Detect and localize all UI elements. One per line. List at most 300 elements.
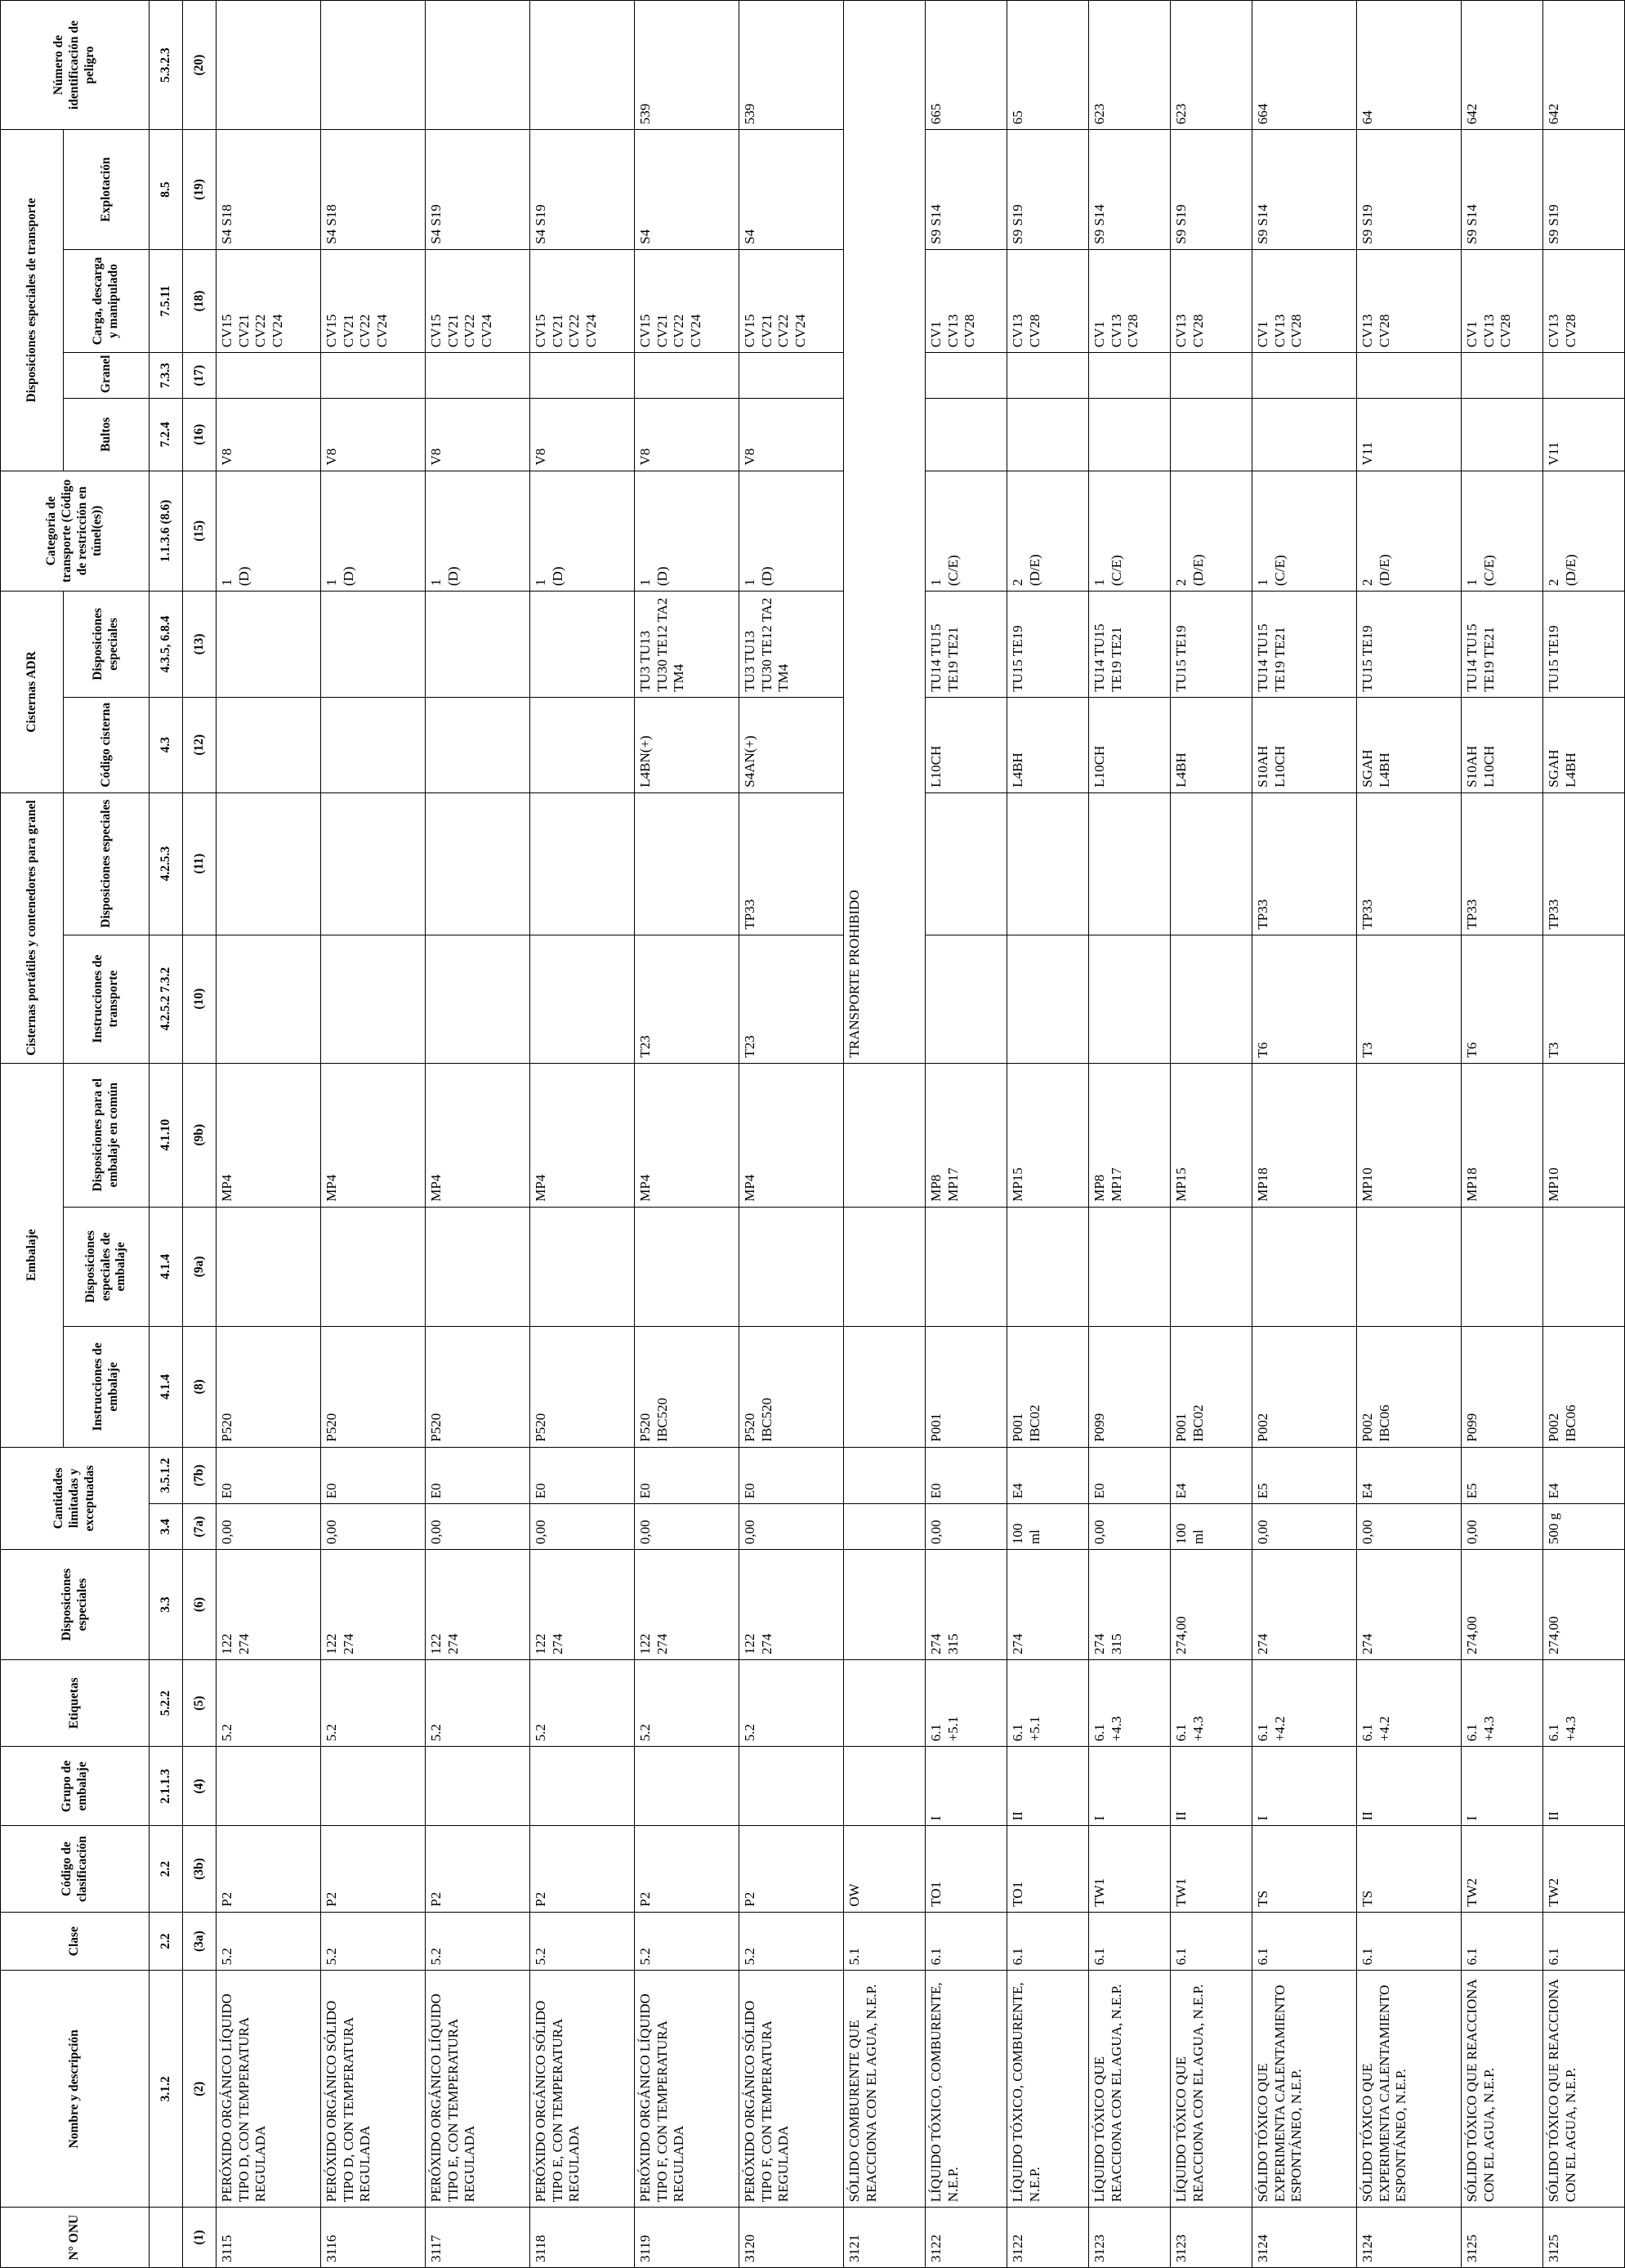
cell-classification-code: P2: [530, 1826, 635, 1912]
cell-packages: V8: [530, 399, 635, 471]
cell-class: 6.1: [1543, 1912, 1625, 1971]
cell-special-packing: [1171, 1207, 1252, 1326]
header-transport-category: Categoría de transporte (Código de restricción en túnel(es)): [1, 471, 150, 592]
cell-packing-group: II: [1543, 1747, 1625, 1826]
cell-tank-code: S4AN(+): [739, 697, 844, 792]
cell-special-provisions: 122 274: [321, 1550, 426, 1660]
cell-excepted-quantity: E0: [1089, 1447, 1171, 1504]
cell-tank-code: [217, 697, 321, 792]
cell-special-provisions: 274,00: [1462, 1550, 1543, 1660]
cell-labels: 5.2: [530, 1659, 635, 1746]
colnum-16: (16): [183, 399, 217, 471]
colnum-7a: (7a): [183, 1504, 217, 1550]
cell-excepted-quantity: E0: [739, 1447, 844, 1504]
ref-c9a: 4.1.4: [150, 1207, 183, 1326]
cell-transport-category: 1 (D): [635, 471, 739, 592]
table-row: [1089, 1, 1171, 2268]
cell-special-packing: [1252, 1207, 1357, 1326]
cell-description: LÍQUIDO TÓXICO QUE REACCIONA CON EL AGUA, N.E.P.: [1171, 1971, 1252, 2208]
cell-limited-quantity: 0,00: [1462, 1504, 1543, 1550]
cell-bulk: [530, 353, 635, 399]
cell-special-provisions: 274: [1007, 1550, 1089, 1660]
cell-transport-category: 1 (C/E): [1089, 471, 1171, 592]
cell-tank-code: L4BH: [1171, 697, 1252, 792]
colnum-7b: (7b): [183, 1447, 217, 1504]
header-portable-special: Disposiciones especiales: [64, 792, 150, 935]
cell-special-packing: [1462, 1207, 1543, 1326]
cell-labels: 5.2: [217, 1659, 321, 1746]
cell-classification-code: P2: [426, 1826, 530, 1912]
cell-labels: 6.1 +4.3: [1462, 1659, 1543, 1746]
cell-packing-instruction: P002 IBC06: [1543, 1327, 1625, 1448]
cell-special-packing: [926, 1207, 1007, 1326]
ref-c11: 4.2.5.3: [150, 792, 183, 935]
cell-loading: CV1 CV13 CV28: [1089, 249, 1171, 352]
cell-description: LÍQUIDO TÓXICO QUE REACCIONA CON EL AGUA, N.E.P.: [1089, 1971, 1171, 2208]
cell-limited-quantity: 0,00: [321, 1504, 426, 1550]
cell-un-number: 3119: [635, 2208, 739, 2268]
cell-tank-code: [426, 697, 530, 792]
cell-packing-instruction: P520 IBC520: [635, 1327, 739, 1448]
cell-mixed-packing: MP15: [1171, 1063, 1252, 1207]
cell-mixed-packing: MP4: [739, 1063, 844, 1207]
cell-packing-instruction: P099: [1462, 1327, 1543, 1448]
cell-class: 6.1: [1357, 1912, 1462, 1971]
cell-un-number: 3123: [1089, 2208, 1171, 2268]
ref-c12: 4.3: [150, 697, 183, 792]
cell-hazard-id: 665: [926, 1, 1007, 130]
cell-class: 6.1: [1462, 1912, 1543, 1971]
header-class: Clase: [1, 1912, 150, 1971]
cell-tank-code: S10AH L10CH: [1462, 697, 1543, 792]
table-row: [1171, 1, 1252, 2268]
cell-excepted-quantity: E0: [321, 1447, 426, 1504]
colnum-20: (20): [183, 1, 217, 130]
cell-un-number: 3122: [1007, 2208, 1089, 2268]
cell-bulk: [926, 353, 1007, 399]
cell-tank-code-special: [530, 592, 635, 698]
cell-hazard-id: 64: [1357, 1, 1462, 130]
cell-special-provisions: 122 274: [635, 1550, 739, 1660]
cell-limited-quantity: 0,00: [1357, 1504, 1462, 1550]
cell-mixed-packing: MP4: [530, 1063, 635, 1207]
cell-un-number: 3124: [1357, 2208, 1462, 2268]
cell-tank-code-special: [426, 592, 530, 698]
cell-empty: [844, 1504, 926, 1550]
cell-loading: CV1 CV13 CV28: [1252, 249, 1357, 352]
cell-operation: S4: [739, 130, 844, 250]
cell-transport-category: 1 (C/E): [926, 471, 1007, 592]
cell-classification-code: P2: [635, 1826, 739, 1912]
cell-classification-code: P2: [217, 1826, 321, 1912]
cell-packing-instruction: P099: [1089, 1327, 1171, 1448]
cell-class: 5.1: [844, 1912, 926, 1971]
cell-transport-category: 2 (D/E): [1543, 471, 1625, 592]
cell-hazard-id: [530, 1, 635, 130]
ref-c10: 4.2.5.2 7.3.2: [150, 935, 183, 1063]
table-row: [1543, 1, 1625, 2268]
header-name: Nombre y descripción: [1, 1971, 150, 2208]
cell-description: PERÓXIDO ORGÁNICO SÓLIDO TIPO E, CON TEMPERATURA REGULADA: [530, 1971, 635, 2208]
cell-un-number: 3120: [739, 2208, 844, 2268]
cell-description: PERÓXIDO ORGÁNICO SÓLIDO TIPO D, CON TEMPERATURA REGULADA: [321, 1971, 426, 2208]
cell-limited-quantity: 0,00: [1089, 1504, 1171, 1550]
cell-bulk: [1252, 353, 1357, 399]
cell-packing-instruction: P001 IBC02: [1007, 1327, 1089, 1448]
cell-tank-instruction: T6: [1462, 935, 1543, 1063]
cell-limited-quantity: 0,00: [426, 1504, 530, 1550]
cell-limited-quantity: 0,00: [739, 1504, 844, 1550]
cell-tank-instruction: [426, 935, 530, 1063]
cell-limited-quantity: 500 g: [1543, 1504, 1625, 1550]
cell-hazard-id: 65: [1007, 1, 1089, 130]
cell-packing-group: II: [1171, 1747, 1252, 1826]
ref-c7a: 3.4: [150, 1504, 183, 1550]
cell-classification-code: TW1: [1089, 1826, 1171, 1912]
cell-mixed-packing: MP4: [426, 1063, 530, 1207]
cell-tank-instruction: [1089, 935, 1171, 1063]
cell-tank-code-special: TU14 TU15 TE19 TE21: [1089, 592, 1171, 698]
cell-special-provisions: 274: [1357, 1550, 1462, 1660]
cell-tank-special: [1007, 792, 1089, 935]
cell-packing-instruction: P001: [926, 1327, 1007, 1448]
cell-operation: S4 S19: [530, 130, 635, 250]
cell-un-number: 3117: [426, 2208, 530, 2268]
header-special-provisions: Disposiciones especiales: [1, 1550, 150, 1660]
cell-description: SÓLIDO TÓXICO QUE EXPERIMENTA CALENTAMIENTO ESPONTÁNEO, N.E.P.: [1357, 1971, 1462, 2208]
cell-special-provisions: 274: [1252, 1550, 1357, 1660]
cell-special-packing: [1089, 1207, 1171, 1326]
cell-bulk: [426, 353, 530, 399]
cell-excepted-quantity: E0: [426, 1447, 530, 1504]
colnum-5: (5): [183, 1659, 217, 1746]
cell-tank-special: TP33: [1357, 792, 1462, 935]
colnum-13: (13): [183, 592, 217, 698]
cell-un-number: 3116: [321, 2208, 426, 2268]
header-transport-provisions-group: Disposiciones especiales de transporte: [1, 130, 64, 471]
cell-packing-instruction: P001 IBC02: [1171, 1327, 1252, 1448]
cell-excepted-quantity: E5: [1252, 1447, 1357, 1504]
cell-class: 5.2: [635, 1912, 739, 1971]
header-portable-tanks-group: Cisternas portátiles y contenedores para granel: [1, 792, 64, 1063]
colnum-11: (11): [183, 792, 217, 935]
cell-packages: V8: [635, 399, 739, 471]
cell-un-number: 3124: [1252, 2208, 1357, 2268]
cell-tank-special: [1089, 792, 1171, 935]
cell-bulk: [1543, 353, 1625, 399]
ref-c5: 5.2.2: [150, 1659, 183, 1746]
cell-packing-instruction: P520: [321, 1327, 426, 1448]
cell-tank-special: [530, 792, 635, 935]
ref-c3b: 2.2: [150, 1826, 183, 1912]
cell-class: 6.1: [1089, 1912, 1171, 1971]
ref-c2: 3.1.2: [150, 1971, 183, 2208]
cell-operation: S9 S19: [1357, 130, 1462, 250]
cell-tank-instruction: T3: [1543, 935, 1625, 1063]
cell-empty: [844, 1550, 926, 1660]
cell-packing-instruction: P002: [1252, 1327, 1357, 1448]
cell-limited-quantity: 100 ml: [1171, 1504, 1252, 1550]
cell-packages: [926, 399, 1007, 471]
cell-packing-group: I: [1462, 1747, 1543, 1826]
cell-hazard-id: [217, 1, 321, 130]
cell-special-provisions: 274,00: [1171, 1550, 1252, 1660]
cell-labels: 6.1 +5.1: [926, 1659, 1007, 1746]
ref-c19: 8.5: [150, 130, 183, 250]
cell-tank-code-special: TU14 TU15 TE19 TE21: [1462, 592, 1543, 698]
table-row: [321, 1, 426, 2268]
cell-mixed-packing: MP8 MP17: [1089, 1063, 1171, 1207]
cell-packing-instruction: P002 IBC06: [1357, 1327, 1462, 1448]
colnum-4: (4): [183, 1747, 217, 1826]
cell-tank-special: [321, 792, 426, 935]
header-adr-tanks-group: Cisternas ADR: [1, 592, 64, 793]
cell-operation: S9 S14: [1252, 130, 1357, 250]
header-loading: Carga, descarga y manipulado: [64, 249, 150, 352]
cell-hazard-id: 539: [739, 1, 844, 130]
cell-special-provisions: 274,00: [1543, 1550, 1625, 1660]
cell-bulk: [321, 353, 426, 399]
cell-empty: [844, 1747, 926, 1826]
cell-classification-code: P2: [739, 1826, 844, 1912]
cell-hazard-id: 664: [1252, 1, 1357, 130]
cell-description: LÍQUIDO TÓXICO, COMBURENTE, N.E.P.: [1007, 1971, 1089, 2208]
cell-labels: 6.1 +4.2: [1252, 1659, 1357, 1746]
cell-transport-category: 1 (D): [739, 471, 844, 592]
cell-tank-code-special: [321, 592, 426, 698]
ref-c7b: 3.5.1.2: [150, 1447, 183, 1504]
cell-hazard-id: 539: [635, 1, 739, 130]
cell-mixed-packing: MP4: [635, 1063, 739, 1207]
cell-transport-category: 1 (C/E): [1462, 471, 1543, 592]
cell-packing-group: [426, 1747, 530, 1826]
cell-tank-special: [426, 792, 530, 935]
cell-classification-code: TW2: [1543, 1826, 1625, 1912]
cell-bulk: [739, 353, 844, 399]
cell-tank-code: SGAH L4BH: [1357, 697, 1462, 792]
colnum-12: (12): [183, 697, 217, 792]
colnum-8: (8): [183, 1327, 217, 1448]
cell-transport-category: 1 (D): [217, 471, 321, 592]
cell-special-packing: [739, 1207, 844, 1326]
cell-tank-code-special: [217, 592, 321, 698]
ref-c17: 7.3.3: [150, 353, 183, 399]
cell-empty: [844, 1327, 926, 1448]
cell-packing-instruction: P520: [426, 1327, 530, 1448]
cell-hazard-id: [426, 1, 530, 130]
ref-c8: 4.1.4: [150, 1327, 183, 1448]
header-limited-quantities-group: Cantidades limitadas y exceptuadas: [1, 1447, 150, 1549]
header-labels: Etiquetas: [1, 1659, 150, 1746]
cell-description: PERÓXIDO ORGÁNICO SÓLIDO TIPO F, CON TEMPERATURA REGULADA: [739, 1971, 844, 2208]
cell-transport-category: 2 (D/E): [1007, 471, 1089, 592]
cell-tank-special: [635, 792, 739, 935]
ref-c3a: 2.2: [150, 1912, 183, 1971]
transport-prohibited-note: TRANSPORTE PROHIBIDO: [844, 1, 926, 1064]
header-mixed-packing: Disposiciones para el embalaje en común: [64, 1063, 150, 1207]
cell-tank-instruction: [321, 935, 426, 1063]
cell-tank-instruction: T3: [1357, 935, 1462, 1063]
cell-mixed-packing: MP8 MP17: [926, 1063, 1007, 1207]
cell-tank-code: SGAH L4BH: [1543, 697, 1625, 792]
table-row: [426, 1, 530, 2268]
colnum-6: (6): [183, 1550, 217, 1660]
cell-tank-instruction: [217, 935, 321, 1063]
cell-tank-code: [321, 697, 426, 792]
cell-packages: V8: [426, 399, 530, 471]
table-row: [1462, 1, 1543, 2268]
cell-mixed-packing: MP15: [1007, 1063, 1089, 1207]
cell-mixed-packing: MP10: [1543, 1063, 1625, 1207]
cell-transport-category: 2 (D/E): [1357, 471, 1462, 592]
cell-empty: [844, 1447, 926, 1504]
cell-operation: S4 S18: [321, 130, 426, 250]
cell-bulk: [1357, 353, 1462, 399]
ref-c13: 4.3.5, 6.8.4: [150, 592, 183, 698]
cell-mixed-packing: MP18: [1252, 1063, 1357, 1207]
ref-empty: [150, 2208, 183, 2268]
cell-packages: V11: [1357, 399, 1462, 471]
header-classification-code: Código de clasificación: [1, 1826, 150, 1912]
cell-bulk: [1462, 353, 1543, 399]
cell-packages: [1171, 399, 1252, 471]
colnum-19: (19): [183, 130, 217, 250]
cell-special-packing: [635, 1207, 739, 1326]
cell-special-packing: [1543, 1207, 1625, 1326]
colnum-9b: (9b): [183, 1063, 217, 1207]
cell-classification-code: TO1: [1007, 1826, 1089, 1912]
cell-description: SÓLIDO TÓXICO QUE REACCIONA CON EL AGUA, N.E.P.: [1462, 1971, 1543, 2208]
cell-mixed-packing: MP4: [217, 1063, 321, 1207]
cell-labels: 6.1 +5.1: [1007, 1659, 1089, 1746]
cell-loading: CV13 CV28: [1543, 249, 1625, 352]
colnum-1: (1): [183, 2208, 217, 2268]
cell-bulk: [1171, 353, 1252, 399]
header-bulk: Granel: [64, 353, 150, 399]
cell-special-packing: [1007, 1207, 1089, 1326]
cell-special-provisions: 122 274: [426, 1550, 530, 1660]
cell-transport-category: 1 (D): [321, 471, 426, 592]
cell-packing-instruction: P520: [530, 1327, 635, 1448]
cell-packing-group: [739, 1747, 844, 1826]
cell-classification-code: TW2: [1462, 1826, 1543, 1912]
cell-packages: V8: [217, 399, 321, 471]
cell-tank-code: L4BH: [1007, 697, 1089, 792]
ref-c18: 7.5.11: [150, 249, 183, 352]
ref-c15: 1.1.3.6 (8.6): [150, 471, 183, 592]
cell-limited-quantity: 100 ml: [1007, 1504, 1089, 1550]
cell-transport-category: 1 (D): [426, 471, 530, 592]
cell-limited-quantity: 0,00: [530, 1504, 635, 1550]
cell-tank-special: [217, 792, 321, 935]
cell-mixed-packing: MP10: [1357, 1063, 1462, 1207]
cell-packages: [1252, 399, 1357, 471]
cell-description: PERÓXIDO ORGÁNICO LÍQUIDO TIPO D, CON TEMPERATURA REGULADA: [217, 1971, 321, 2208]
cell-excepted-quantity: E5: [1462, 1447, 1543, 1504]
cell-excepted-quantity: E4: [1543, 1447, 1625, 1504]
cell-packing-group: II: [1357, 1747, 1462, 1826]
cell-operation: S9 S19: [1007, 130, 1089, 250]
cell-packing-group: [635, 1747, 739, 1826]
cell-operation: S4 S18: [217, 130, 321, 250]
header-transport-instructions: Instrucciones de transporte: [64, 935, 150, 1063]
header-tank-special: Disposiciones especiales: [64, 592, 150, 698]
cell-special-provisions: 122 274: [530, 1550, 635, 1660]
cell-loading: CV15 CV21 CV22 CV24: [530, 249, 635, 352]
cell-class: 6.1: [1252, 1912, 1357, 1971]
cell-tank-instruction: T23: [635, 935, 739, 1063]
cell-transport-category: 2 (D/E): [1171, 471, 1252, 592]
cell-special-packing: [1357, 1207, 1462, 1326]
table-row: [1357, 1, 1462, 2268]
cell-un-number: 3125: [1543, 2208, 1625, 2268]
cell-tank-special: TP33: [1462, 792, 1543, 935]
cell-tank-code: [530, 697, 635, 792]
cell-class: 5.2: [321, 1912, 426, 1971]
cell-packing-group: II: [1007, 1747, 1089, 1826]
cell-excepted-quantity: E4: [1007, 1447, 1089, 1504]
cell-empty: [844, 1659, 926, 1746]
cell-excepted-quantity: E0: [635, 1447, 739, 1504]
cell-class: 5.2: [530, 1912, 635, 1971]
table-row: [926, 1, 1007, 2268]
cell-special-provisions: 122 274: [217, 1550, 321, 1660]
cell-special-provisions: 122 274: [739, 1550, 844, 1660]
colnum-18: (18): [183, 249, 217, 352]
cell-labels: 5.2: [321, 1659, 426, 1746]
cell-bulk: [1007, 353, 1089, 399]
cell-hazard-id: 642: [1462, 1, 1543, 130]
cell-special-packing: [217, 1207, 321, 1326]
colnum-3a: (3a): [183, 1912, 217, 1971]
cell-tank-code-special: TU15 TE19: [1171, 592, 1252, 698]
header-packing-group: Grupo de embalaje: [1, 1747, 150, 1826]
cell-un-number: 3118: [530, 2208, 635, 2268]
colnum-15: (15): [183, 471, 217, 592]
cell-description: PERÓXIDO ORGÁNICO LÍQUIDO TIPO F, CON TEMPERATURA REGULADA: [635, 1971, 739, 2208]
cell-classification-code: P2: [321, 1826, 426, 1912]
header-tank-code: Código cisterna: [64, 697, 150, 792]
cell-tank-code: L10CH: [1089, 697, 1171, 792]
table-row: [739, 1, 844, 2268]
cell-mixed-packing: MP4: [321, 1063, 426, 1207]
cell-operation: S9 S19: [1171, 130, 1252, 250]
cell-packing-group: I: [1089, 1747, 1171, 1826]
cell-loading: CV1 CV13 CV28: [926, 249, 1007, 352]
cell-classification-code: TS: [1252, 1826, 1357, 1912]
cell-labels: 5.2: [635, 1659, 739, 1746]
cell-packing-group: [530, 1747, 635, 1826]
cell-description: SÓLIDO TÓXICO QUE REACCIONA CON EL AGUA, N.E.P.: [1543, 1971, 1625, 2208]
cell-operation: S9 S14: [1462, 130, 1543, 250]
header-un-number: N° ONU: [1, 2208, 150, 2268]
cell-packing-group: I: [1252, 1747, 1357, 1826]
cell-excepted-quantity: E4: [1357, 1447, 1462, 1504]
table-row: [1007, 1, 1089, 2268]
cell-operation: S9 S14: [1089, 130, 1171, 250]
cell-operation: S4: [635, 130, 739, 250]
cell-loading: CV15 CV21 CV22 CV24: [635, 249, 739, 352]
cell-tank-special: TP33: [1252, 792, 1357, 935]
cell-operation: S9 S14: [926, 130, 1007, 250]
cell-excepted-quantity: E0: [530, 1447, 635, 1504]
cell-classification-code: OW: [844, 1826, 926, 1912]
cell-tank-instruction: [530, 935, 635, 1063]
cell-labels: 6.1 +4.3: [1171, 1659, 1252, 1746]
cell-operation: S9 S19: [1543, 130, 1625, 250]
cell-classification-code: TO1: [926, 1826, 1007, 1912]
cell-special-packing: [530, 1207, 635, 1326]
